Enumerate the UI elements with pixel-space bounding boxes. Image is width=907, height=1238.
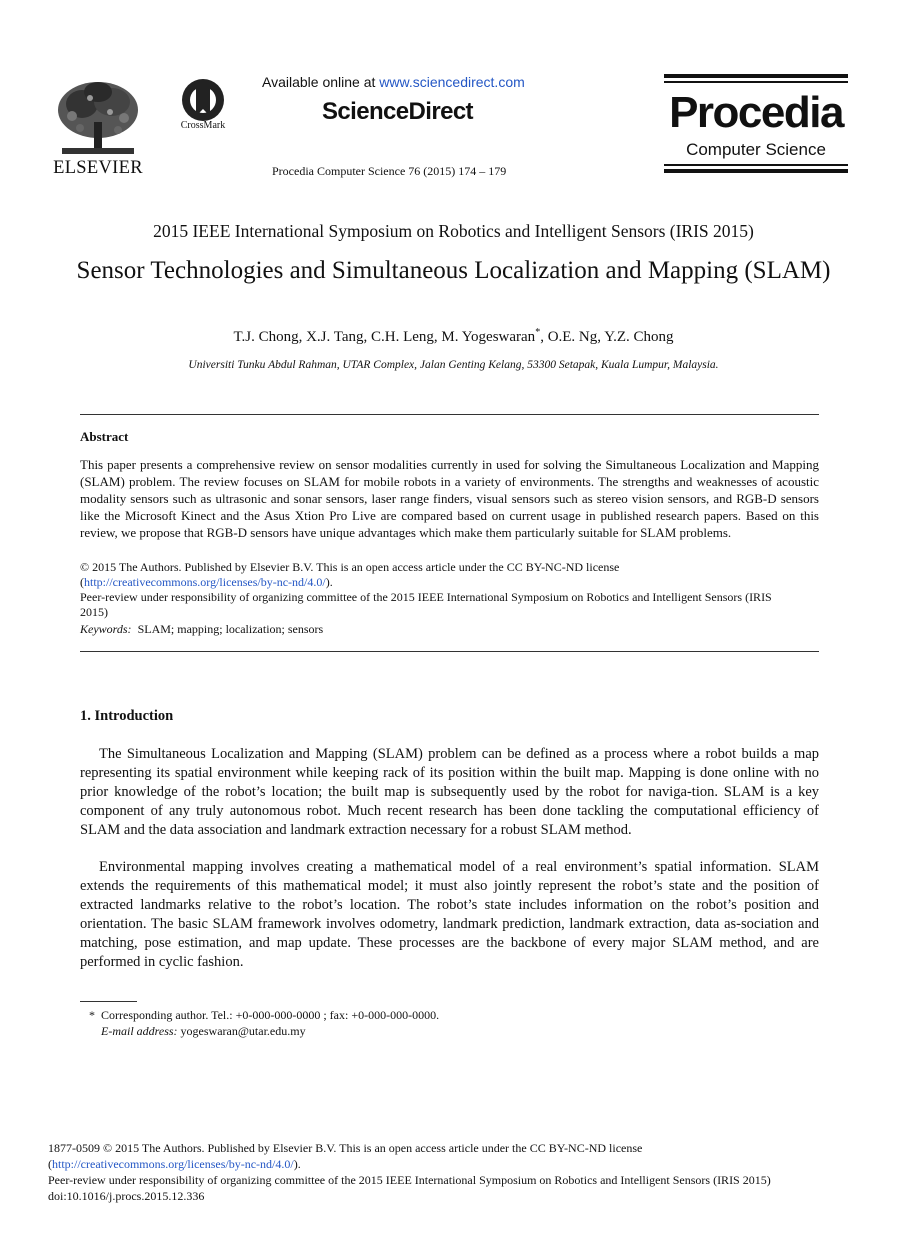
abstract-text: This paper presents a comprehensive review on sensor modalities currently in used for solving the Simultaneous Localization and Mapping (SLAM) problem. The review focuses on SLAM for mobile robots in a variety of environments. The strengths and weaknesses of acoustic modality sensors such as ultrasonic and sonar sensors, laser range finders, visual sensors such as stereo vision sensors, and RGB-D sensors like the Microsoft Kinect and the Asus Xtion Pro Live are compared based on current usage in published research papers. Based on this review, we propose that RGB-D sensors have unique advantages which make them particularly suitable for SLAM problems. bbox=[80, 457, 819, 540]
footer-peer-review: Peer-review under responsibility of organizing committee of the 2015 IEEE International Symposium on Robotics and Intelligent Sensors (IRIS 2015) bbox=[48, 1173, 771, 1187]
procedia-subtitle: Computer Science bbox=[686, 140, 826, 159]
intro-paragraph-1-text: The Simultaneous Localization and Mapping (SLAM) problem can be defined as a process where a robot builds a map representing its spatial environment while keeping rack of its position within the built map. Mapping is done online with no prior knowledge of the robot’s location; the built map is subsequently used by the robot for naviga-tion. SLAM is a key component of any truly autonomous robot. Much recent research has been done tackling the computational efficiency of SLAM and the data association and landmark extraction necessary for a robust SLAM method. bbox=[80, 746, 819, 838]
intro-paragraph-2-text: Environmental mapping involves creating a mathematical model of a real environment’s spatial information. SLAM extends the requirements of this mathematical model; it must also jointly represent the robot’s state and the position of extracted landmarks relative to the robot’s location. The robot’s state includes information on the robot’s position and orientation. The basic SLAM framework involves odometry, landmark prediction, landmark extraction, data as-sociation and matching, pose estimation, and map update. These processes are the backbone of every major SLAM method, and are performed in cyclic fashion. bbox=[80, 859, 819, 970]
paper-title: Sensor Technologies and Simultaneous Localization and Mapping (SLAM) bbox=[76, 257, 831, 284]
elsevier-wordmark: ELSEVIER bbox=[53, 158, 143, 178]
footer-license-link[interactable]: http://creativecommons.org/licenses/by-nc-nd/4.0/ bbox=[52, 1157, 294, 1171]
footnote-rule bbox=[80, 1001, 137, 1002]
procedia-logo bbox=[664, 74, 848, 174]
procedia-rule bbox=[664, 169, 848, 173]
footer-doi[interactable]: doi:10.1016/j.procs.2015.12.336 bbox=[48, 1189, 205, 1203]
email-label: E-mail address: bbox=[101, 1024, 178, 1038]
intro-paragraph-1 bbox=[80, 745, 819, 840]
page-footer bbox=[48, 1140, 868, 1204]
procedia-title: Procedia bbox=[669, 88, 843, 137]
procedia-rule bbox=[664, 74, 848, 78]
intro-paragraph-2 bbox=[80, 858, 819, 972]
abstract-heading: Abstract bbox=[80, 429, 129, 444]
keywords-value: SLAM; mapping; localization; sensors bbox=[137, 622, 324, 636]
availability-line bbox=[262, 74, 525, 90]
authors-after: , O.E. Ng, Y.Z. Chong bbox=[540, 329, 674, 345]
corresponding-mark: * bbox=[535, 327, 541, 338]
procedia-rule bbox=[664, 164, 848, 166]
section-heading-introduction: 1. Introduction bbox=[80, 708, 174, 724]
authors-before: T.J. Chong, X.J. Tang, C.H. Leng, M. Yogeswaran bbox=[233, 329, 536, 345]
footnote-contact-text: Corresponding author. Tel.: +0-000-000-0000 ; fax: +0-000-000-0000. bbox=[101, 1008, 440, 1022]
sciencedirect-brand: ScienceDirect bbox=[322, 98, 473, 125]
footer-issn-line: 1877-0509 © 2015 The Authors. Published by Elsevier B.V. This is an open access article under the CC BY-NC-ND license bbox=[48, 1141, 643, 1155]
divider-top bbox=[80, 414, 819, 415]
availability-prefix: Available online at bbox=[262, 74, 376, 90]
affiliation: Universiti Tunku Abdul Rahman, UTAR Complex, Jalan Genting Kelang, 53300 Setapak, Kuala Lumpur, Malaysia. bbox=[188, 359, 719, 371]
procedia-rule bbox=[664, 81, 848, 83]
footnote-contact bbox=[89, 1008, 439, 1023]
conference-name: 2015 IEEE International Symposium on Robotics and Intelligent Sensors (IRIS 2015) bbox=[153, 221, 754, 241]
keywords-label: Keywords: bbox=[80, 622, 132, 636]
divider-bottom bbox=[80, 651, 819, 652]
copyright-text: © 2015 The Authors. Published by Elsevier B.V. This is an open access article under the CC BY-NC-ND license bbox=[80, 560, 620, 574]
footnote-email bbox=[101, 1024, 306, 1039]
peer-review-notice: Peer-review under responsibility of organizing committee of the 2015 IEEE International Symposium on Robotics and Intelligent Sensors (IRIS 2015) bbox=[80, 590, 772, 619]
email-address[interactable]: yogeswaran@utar.edu.my bbox=[180, 1024, 306, 1038]
copyright-notice: © 2015 The Authors. Published by Elsevier B.V. This is an open access article under the CC BY-NC-ND license (http://creativecommons.org/licenses/by-nc-nd/4.0/). bbox=[80, 560, 620, 589]
sciencedirect-link[interactable]: www.sciencedirect.com bbox=[379, 74, 525, 90]
license-link[interactable]: http://creativecommons.org/licenses/by-nc-nd/4.0/ bbox=[84, 575, 326, 589]
footer-license-line: (http://creativecommons.org/licenses/by-nc-nd/4.0/). bbox=[48, 1157, 301, 1171]
keywords-line bbox=[80, 622, 819, 637]
journal-citation: Procedia Computer Science 76 (2015) 174 – 179 bbox=[272, 164, 507, 178]
crossmark-label: CrossMark bbox=[180, 120, 226, 131]
footnote-mark: * bbox=[89, 1008, 95, 1022]
author-list bbox=[0, 327, 907, 346]
